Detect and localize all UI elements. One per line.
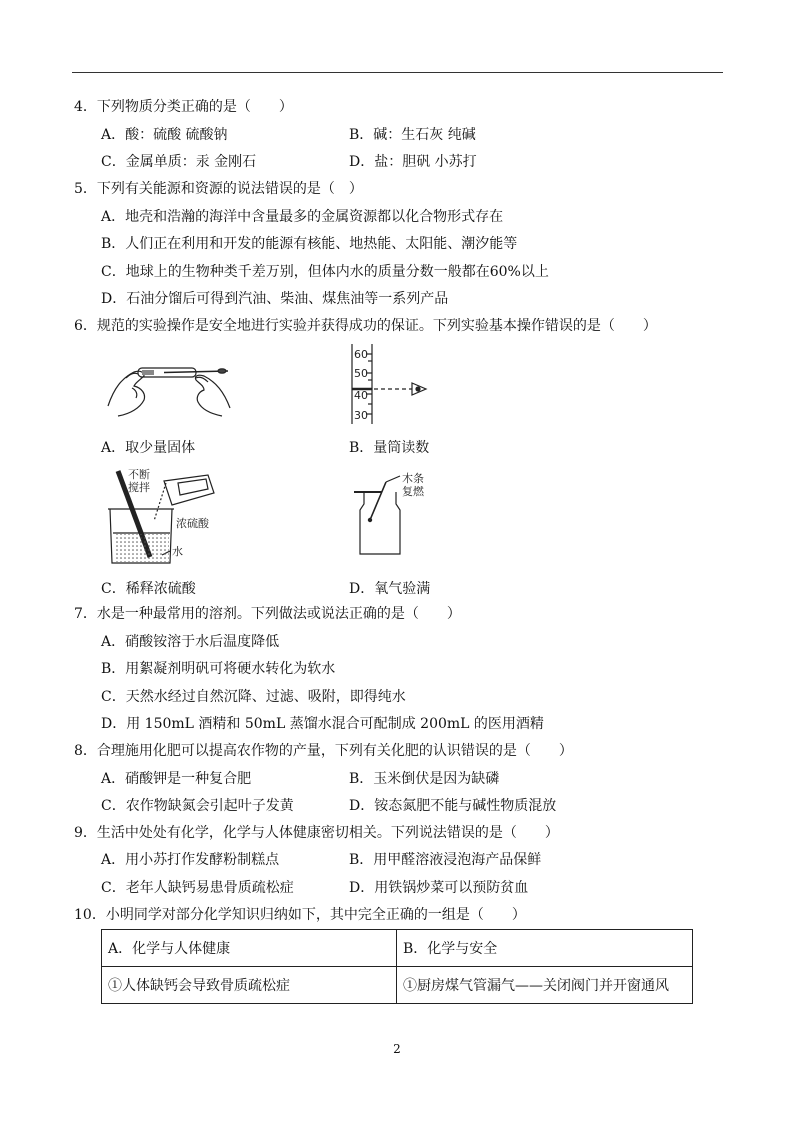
q4-option-d: D．盐：胆矾 小苏打 [349,154,477,170]
q8-option-b: B．玉米倒伏是因为缺磷 [349,771,500,787]
q5-option-b: B．人们正在利用和开发的能源有核能、地热能、太阳能、潮汐能等 [101,236,518,252]
q8-option-c: C．农作物缺氮会引起叶子发黄 [101,798,294,814]
header-rule [72,72,723,73]
q5-option-d: D．石油分馏后可得到汽油、柴油、煤焦油等一系列产品 [101,291,449,307]
knowledge-table [101,929,693,1004]
q6-option-c: C．稀释浓硫酸 [101,581,196,597]
q6-option-b: B．量筒读数 [349,440,430,456]
q5-option-a: A．地壳和浩瀚的海洋中含量最多的金属资源都以化合物形式存在 [101,209,504,225]
conc-acid-label: 浓硫酸 [176,517,209,530]
page-number: 2 [393,1042,401,1056]
cylinder-tick-30: 30 [354,409,368,422]
q4-option-c: C．金属单质：汞 金刚石 [101,154,257,170]
stir-label-2: 搅拌 [128,481,150,494]
q7-option-c: C．天然水经过自然沉降、过滤、吸附，即得纯水 [101,689,406,705]
table-cell-b-heading: B．化学与安全 [397,930,693,967]
cylinder-tick-60: 60 [354,348,368,361]
water-label: 水 [172,545,183,558]
table-cell-a-item1: ①人体缺钙会导致骨质疏松症 [102,967,397,1004]
q10-stem: 10．小明同学对部分化学知识归纳如下，其中完全正确的一组是（ ） [74,907,526,923]
q9-stem: 9．生活中处处有化学，化学与人体健康密切相关。下列说法错误的是（ ） [74,825,559,841]
hands-test-tube-figure [104,348,234,420]
q5-option-c: C．地球上的生物种类千差万别，但体内水的质量分数一般都在60%以上 [101,264,549,280]
q4-option-b: B．碱：生石灰 纯碱 [349,127,476,143]
splint-label-1: 木条 [402,472,424,485]
table-cell-b-item1: ①厨房煤气管漏气——关闭阀门并开窗通风 [397,967,693,1004]
graduated-cylinder-figure [346,342,436,426]
q9-option-b: B．用甲醛溶液浸泡海产品保鲜 [349,852,542,868]
table-cell-a-heading: A．化学与人体健康 [102,930,397,967]
q8-option-a: A．硝酸钾是一种复合肥 [101,771,252,787]
q6-option-a: A．取少量固体 [101,440,196,456]
q7-stem: 7．水是一种最常用的溶剂。下列做法或说法正确的是（ ） [74,606,461,622]
cylinder-tick-50: 50 [354,367,368,380]
table-row [102,967,693,1004]
q4-option-a: A．酸：硫酸 硫酸钠 [101,127,228,143]
q6-stem: 6．规范的实验操作是安全地进行实验并获得成功的保证。下列实验基本操作错误的是（ ） [74,318,657,334]
oxygen-check-figure [352,470,452,558]
q9-option-a: A．用小苏打作发酵粉制糕点 [101,852,280,868]
q6-option-d: D．氧气验满 [349,581,431,597]
q7-option-b: B．用絮凝剂明矾可将硬水转化为软水 [101,661,336,677]
q9-option-c: C．老年人缺钙易患骨质疏松症 [101,880,294,896]
table-row [102,930,693,967]
q7-option-a: A．硝酸铵溶于水后温度降低 [101,634,280,650]
q7-option-d: D．用 150mL 酒精和 50mL 蒸馏水混合可配制成 200mL 的医用酒精 [101,716,544,732]
dilute-sulfuric-acid-figure [104,465,234,567]
cylinder-tick-40: 40 [354,389,368,402]
q4-stem: 4．下列物质分类正确的是（ ） [74,99,293,115]
q5-stem: 5．下列有关能源和资源的说法错误的是（ ） [74,181,363,197]
q8-option-d: D．铵态氮肥不能与碱性物质混放 [349,798,557,814]
q8-stem: 8．合理施用化肥可以提高农作物的产量，下列有关化肥的认识错误的是（ ） [74,743,573,759]
splint-label-2: 复燃 [402,485,424,498]
q9-option-d: D．用铁锅炒菜可以预防贫血 [349,880,529,896]
stir-label-1: 不断 [128,468,150,481]
